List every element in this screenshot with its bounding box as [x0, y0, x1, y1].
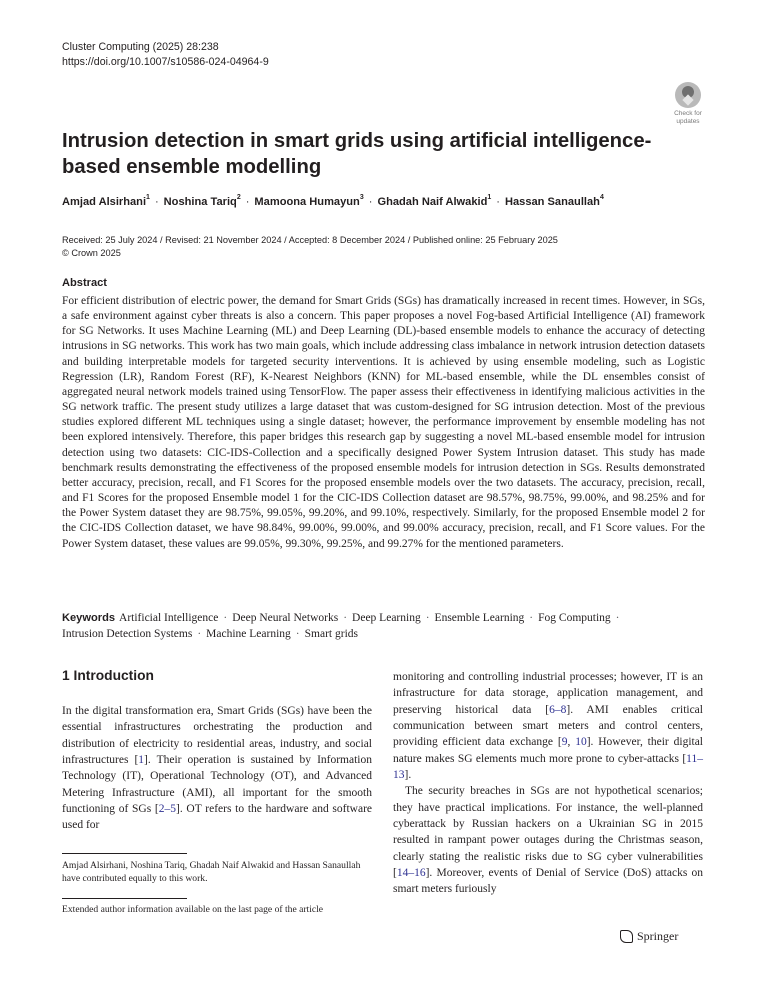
springer-horse-icon	[620, 930, 633, 943]
publisher-logo	[620, 929, 678, 944]
history-dates: Received: 25 July 2024 / Revised: 21 November 2024 / Accepted: 8 December 2024 / Published online: 25 February 2025	[62, 235, 558, 245]
journal-header	[62, 40, 269, 70]
footnote-divider	[62, 898, 187, 899]
contribution-footnote: Amjad Alsirhani, Noshina Tariq, Ghadah Naif Alwakid and Hassan Sanaullah have contributed equally to this work.	[62, 860, 361, 885]
check-updates-line1: Check for	[674, 110, 702, 117]
keywords-heading: Keywords	[62, 612, 116, 624]
right-column	[393, 669, 703, 898]
citation-link[interactable]: 11–13	[393, 752, 703, 782]
citation-link[interactable]: 9	[561, 736, 568, 749]
author-list: Amjad Alsirhani$^1$ · Noshina Tariq$^2$ · Mamoona Humayun$^3$ · Ghadah Naif Alwakid$^1$ · Hassan Sanaullah$^4$	[62, 194, 604, 208]
author-4[interactable]: Ghadah Naif Alwakid$^1$	[377, 194, 492, 208]
abstract-heading: Abstract	[62, 277, 108, 289]
keywords: Keywords Artificial Intelligence · Deep Neural Networks · Deep Learning · Ensemble Learning · Fog Computing · Intrusion Detection Systems · Machine Learning · Smart grids	[62, 612, 620, 640]
paper-title: Intrusion detection in smart grids using artificial intelligence-based ensemble modelling	[62, 130, 652, 178]
publisher-name: Springer	[637, 929, 679, 943]
keyword: Ensemble Learning	[434, 612, 525, 624]
citation-link[interactable]: 6–8	[549, 703, 567, 716]
keyword: Intrusion Detection Systems	[62, 627, 193, 640]
author-info-footnote: Extended author information available on the last page of the article	[62, 904, 324, 915]
intro-paragraph-1: In the digital transformation era, Smart Grids (SGs) have been the essential infrastructures orchestrating the production and distribution of electricity to residential areas, industry, and social infrastructures [1]. Their operation is sustained by Information Technology (IT), Operational Technology (OT), and Advanced Metering Infrastructure (AMI), all important for the smooth functioning of SGs [2–5]. OT refers to the hardware and software used for	[62, 705, 373, 832]
intro-paragraph-3: The security breaches in SGs are not hypothetical scenarios; they have practical implications. For instance, the well-planned cyberattack by Russian hackers on a Ukrainian SG in 2015 resulted in rampant power outages during the Christmas season, clearly stating the realistic risks due to SG cyber vulnerabilities [14–16]. Moreover, events of Denial of Service (DoS) attacks on smart meters furiously	[393, 785, 703, 896]
check-for-updates-badge[interactable]	[671, 82, 705, 125]
keyword: Deep Learning	[352, 612, 421, 624]
author-5[interactable]: Hassan Sanaullah$^4$	[504, 194, 604, 208]
publication-dates	[62, 234, 558, 260]
keyword: Deep Neural Networks	[232, 612, 339, 624]
abstract-text: For efficient distribution of electric power, the demand for Smart Grids (SGs) has dramatically increased in recent times. However, in SGs, a safe environment against cyber threats is also a concern. This paper proposes a novel Fog-based Artificial Intelligence (AI) framework for SG Networks. It uses Machine Learning (ML) and Deep Learning (DL)-based ensemble models to enhance the accuracy of detecting intrusions in SG networks. This work has two main goals, which include addressing class imbalance in network intrusion detection datasets and building interpretable models for targeted security interventions. It is achieved by using ensemble modeling, such as Logistic Regression (LR), Random Forest (RF), K-Nearest Neighbors (KNN) for ML-based ensemble, while the DL ensembles consist of aggregated neural network models trained using TensorFlow. The paper assess their effectiveness in identifying malicious activities in the SG network traffic. The present study utilizes a large dataset that was custom-designed for SG intrusion detection. Most of the previous studies explored different ML techniques using a single dataset; however, the performance improvement by ensemble modeling has not been explored intensively. Therefore, this paper bridges this research gap by suggesting a novel ML-based ensemble model for intrusion detection using two datasets: CIC-IDS-Collection and a specifically designed Power System Intrusion dataset. This study has made benchmark results demonstrating the effectiveness of the proposed ensemble models for intrusion detection in SGs. Results demonstrated better accuracy, precision, recall, and F1 Scores for the proposed ensemble models over the two datasets. The accuracy, precision, recall, and F1 Scores for the proposed Ensemble model 1 for the CIC-IDS Collection dataset are 98.57%, 98.75%, 99.00%, and 98.25% and for the Power System dataset they are 98.75%, 99.05%, 99.20%, and 99.10%, respectively. Similarly, for the proposed Ensemble model 2 for the CIC-IDS Collection dataset, we have 98.84%, 99.00%, 99.00%, and 99.00% accuracy, precision, recall, and F1 Score values. For the Power System dataset, these values are 99.05%, 99.30%, 99.25%, and 99.27% for the mentioned parameters.	[62, 295, 705, 550]
keyword: Artificial Intelligence	[119, 612, 219, 624]
author-1[interactable]: Amjad Alsirhani$^1$	[62, 194, 150, 208]
author-2[interactable]: Noshina Tariq$^2$	[163, 194, 241, 208]
section-heading-introduction: 1 Introduction	[62, 668, 154, 683]
check-updates-line2: updates	[676, 117, 700, 125]
citation-link[interactable]: 10	[575, 736, 587, 749]
citation-link[interactable]: 2–5	[158, 803, 177, 816]
left-column	[62, 703, 372, 834]
author-3[interactable]: Mamoona Humayun$^3$	[254, 194, 364, 208]
copyright: © Crown 2025	[62, 248, 121, 258]
doi-link[interactable]: https://doi.org/10.1007/s10586-024-04964-9	[62, 56, 269, 68]
footnote-divider	[62, 853, 187, 854]
journal-citation: Cluster Computing (2025) 28:238	[62, 41, 219, 53]
intro-paragraph-2: monitoring and controlling industrial processes; however, IT is an infrastructure for data storage, application management, and preserving historical data [6–8]. AMI enables critical communication between smart meters and control centers, providing efficient data exchange [9, 10]. However, their digital nature makes SG elements much more prone to cyber-attacks [11–13].	[393, 671, 704, 782]
keyword: Fog Computing	[538, 612, 611, 624]
citation-link[interactable]: 1	[138, 754, 145, 767]
keyword: Machine Learning	[206, 627, 291, 640]
citation-link[interactable]: 14–16	[396, 867, 426, 880]
check-updates-icon	[675, 82, 701, 108]
keyword: Smart grids	[304, 627, 358, 640]
